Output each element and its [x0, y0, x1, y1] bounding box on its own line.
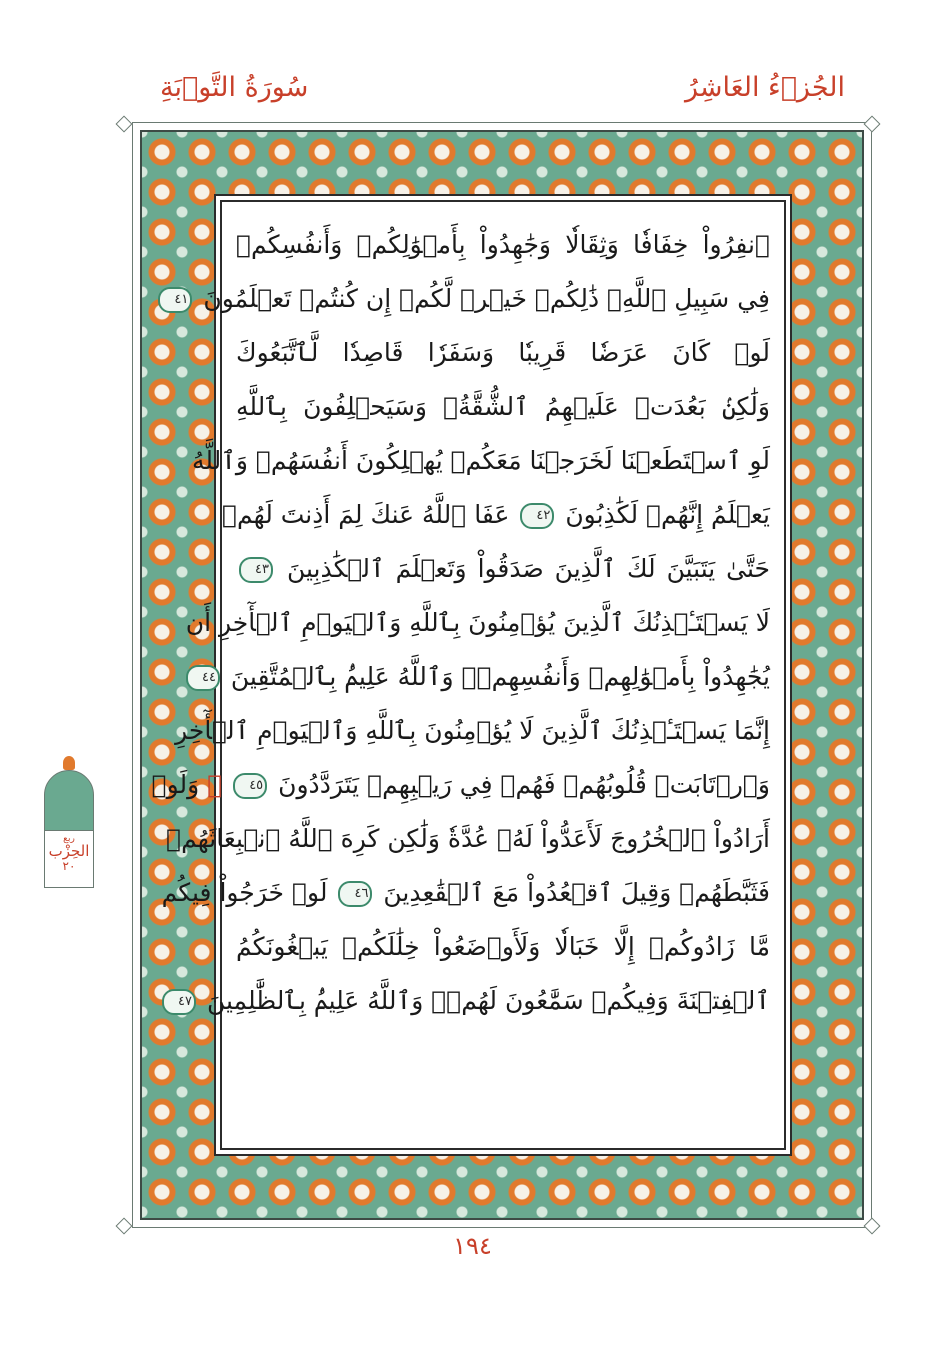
verse-text: فَثَبَّطَهُمۡ وَقِيلَ ٱقۡعُدُواْ مَعَ ٱلۡقَٰعِدِينَ — [383, 878, 770, 907]
text-line — [174, 276, 770, 322]
surah-name-header: سُورَةُ التَّوۡبَةِ — [160, 72, 309, 103]
hizb-word-label: الحِزْب — [48, 842, 90, 861]
verse-text: مَّا زَادُوكُمۡ إِلَّا خَبَالٗا وَلَأَوۡضَعُواْ خِلَٰلَكُمۡ يَبۡغُونَكُمُ — [236, 932, 770, 961]
verse-text: لَوۡ كَانَ عَرَضٗا قَرِيبٗا وَسَفَرٗا قَاصِدٗا لَّٱتَّبَعُوكَ — [236, 338, 770, 367]
text-line — [185, 600, 770, 646]
hizb-label-box — [44, 830, 94, 888]
text-line — [222, 492, 770, 538]
text-line — [178, 978, 770, 1024]
hizb-marker — [36, 756, 102, 908]
verse-text: لَوِ ٱسۡتَطَعۡنَا لَخَرَجۡنَا مَعَكُمۡ يُهۡلِكُونَ أَنفُسَهُمۡ وَٱللَّهُ — [191, 446, 770, 475]
verse-text: وَلَوۡ — [151, 770, 200, 799]
verse-text: ٱلۡفِتۡنَةَ وَفِيكُمۡ سَمَّٰعُونَ لَهُمۡۗ وَٱللَّهُ عَلِيمُۢ بِٱلظَّٰلِمِينَ — [206, 986, 770, 1015]
verse-text: لَا يَسۡتَـٔۡذِنُكَ ٱلَّذِينَ يُؤۡمِنُونَ بِٱللَّهِ وَٱلۡيَوۡمِ ٱلۡأٓخِرِ أَن — [185, 608, 770, 637]
text-line — [151, 762, 770, 808]
ayah-number-marker: ٤١ — [158, 287, 192, 313]
verse-text: حَتَّىٰ يَتَبَيَّنَ لَكَ ٱلَّذِينَ صَدَقُواْ وَتَعۡلَمَ ٱلۡكَٰذِبِينَ — [286, 554, 770, 583]
text-line — [236, 222, 770, 268]
verse-text: أَرَادُواْ ٱلۡخُرُوجَ لَأَعَدُّواْ لَهُۥ عُدَّةٗ وَلَٰكِن كَرِهَ ٱللَّهُ ٱنۢبِعَاثَهُمۡ — [166, 824, 770, 853]
ayah-number-marker: ٤٢ — [520, 503, 554, 529]
verse-text: وَلَٰكِنۢ بَعُدَتۡ عَلَيۡهِمُ ٱلشُّقَّةُۚ وَسَيَحۡلِفُونَ بِٱللَّهِ — [236, 392, 770, 421]
verse-text: يُجَٰهِدُواْ بِأَمۡوَٰلِهِمۡ وَأَنفُسِهِمۡۗ وَٱللَّهُ عَلِيمُۢ بِٱلۡمُتَّقِينَ — [230, 662, 770, 691]
verse-text: لَوۡ خَرَجُواْ فِيكُم — [161, 878, 328, 907]
hizb-quarter-label: ربع — [63, 834, 75, 844]
page-number: ١٩٤ — [453, 1232, 492, 1260]
text-line — [236, 330, 770, 376]
verse-text: ٱنفِرُواْ خِفَافٗا وَثِقَالٗا وَجَٰهِدُواْ بِأَمۡوَٰلِكُمۡ وَأَنفُسِكُمۡ — [236, 230, 770, 259]
text-line — [161, 870, 770, 916]
verse-text: يَعۡلَمُ إِنَّهُمۡ لَكَٰذِبُونَ — [565, 500, 770, 529]
rub-el-hizb-icon: ۞ — [207, 770, 223, 799]
text-line — [236, 924, 770, 970]
verse-text: إِنَّمَا يَسۡتَـٔۡذِنُكَ ٱلَّذِينَ لَا يُؤۡمِنُونَ بِٱللَّهِ وَٱلۡيَوۡمِ ٱلۡأٓخِرِ — [175, 716, 770, 745]
ayah-number-marker: ٤٥ — [233, 773, 267, 799]
verse-text: فِي سَبِيلِ ٱللَّهِۚ ذَٰلِكُمۡ خَيۡرٞ لَّكُمۡ إِن كُنتُمۡ تَعۡلَمُونَ — [203, 284, 770, 313]
verse-text: وَٱرۡتَابَتۡ قُلُوبُهُمۡ فَهُمۡ فِي رَيۡبِهِمۡ يَتَرَدَّدُونَ — [278, 770, 770, 799]
juz-name-header: الجُزۡءُ العَاشِرُ — [684, 72, 845, 103]
ayah-number-marker: ٤٣ — [239, 557, 273, 583]
verse-text: عَفَا ٱللَّهُ عَنكَ لِمَ أَذِنتَ لَهُمۡ — [222, 500, 510, 529]
text-line — [236, 384, 770, 430]
ayah-number-marker: ٤٦ — [338, 881, 372, 907]
text-line — [166, 816, 770, 862]
hizb-finial-ornament — [63, 756, 75, 770]
ayah-number-marker: ٤٧ — [162, 989, 196, 1015]
text-line — [191, 438, 770, 484]
text-line — [201, 654, 770, 700]
text-line — [175, 708, 770, 754]
ayah-number-marker: ٤٤ — [186, 665, 220, 691]
text-line — [236, 546, 770, 592]
quran-text-block — [151, 222, 770, 1032]
hizb-number: ٢٠ — [62, 859, 76, 874]
frame-corner-ornament — [116, 116, 133, 133]
hizb-arch-ornament — [44, 770, 94, 832]
